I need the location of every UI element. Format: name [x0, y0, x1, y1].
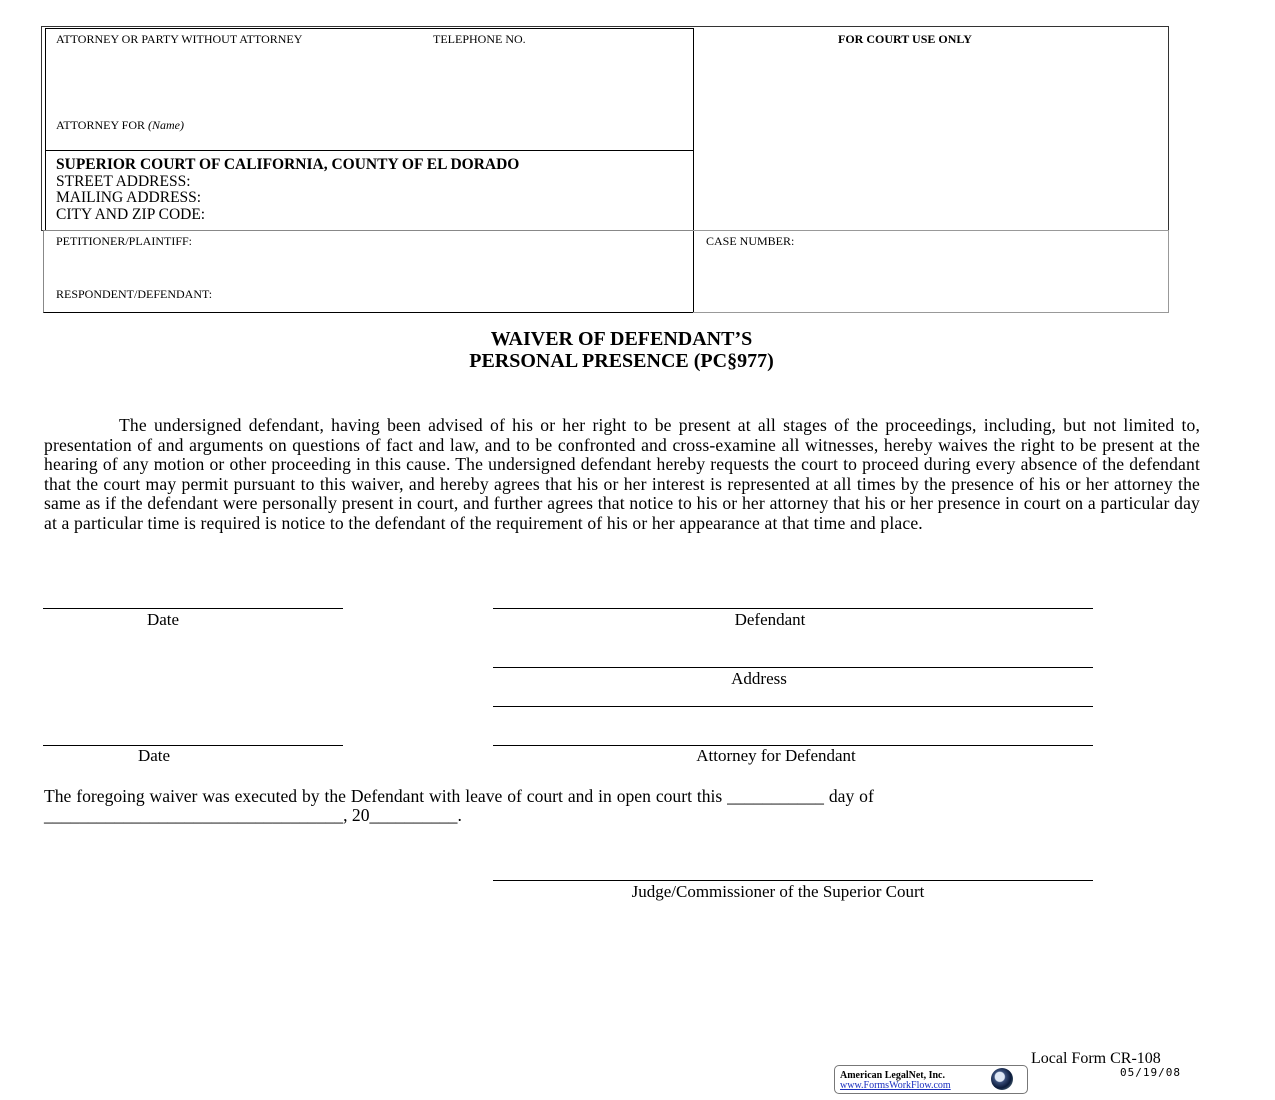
address-line-2[interactable] — [493, 706, 1093, 707]
form-title-line1: WAIVER OF DEFENDANT’S — [490, 328, 753, 350]
form-number: Local Form CR-108 — [1031, 1050, 1161, 1067]
case-number-label: CASE NUMBER: — [706, 234, 795, 248]
petitioner-label: PETITIONER/PLAINTIFF: — [56, 234, 192, 248]
attorney-label: Attorney for Defendant — [696, 746, 856, 765]
date-label-1: Date — [146, 610, 180, 629]
form-title-line2: PERSONAL PRESENCE (PC§977) — [469, 350, 774, 372]
telephone-label: TELEPHONE NO. — [433, 32, 526, 46]
respondent-label: RESPONDENT/DEFENDANT: — [56, 287, 213, 301]
logo-url-link[interactable]: www.FormsWorkFlow.com — [840, 1080, 951, 1091]
logo-company: American LegalNet, Inc. — [840, 1070, 945, 1081]
waiver-body-text: The undersigned defendant, having been advised of his or her right to be present at all stages of the proceedings, including, but not limited to, presentation of and arguments on questions of fact and law, and to be confronted and cross-examine all witnesses, hereby waives the right to be present at the hearing of any motion or other proceeding in this cause. The undersigned defendant hereby requests the court to proceed during every absence of the defendant that the court may permit pursuant to this waiver, and hereby agrees that his or her interest is represented at all times by the presence of his or her attorney the same as if the defendant were personally present in court, and further agrees that notice to his or her attorney that his or her presence in court on a particular day at a particular time is required is notice to the defendant of the requirement of his or her appearance at that time and place. — [44, 415, 1200, 533]
mailing-address-label: MAILING ADDRESS: — [56, 189, 202, 206]
date-signature-line-1[interactable] — [43, 608, 343, 609]
judge-label: Judge/Commissioner of the Superior Court — [631, 882, 925, 901]
american-legalnet-logo[interactable] — [834, 1065, 1028, 1094]
court-info — [56, 157, 519, 223]
attorney-for-name-hint: (Name) — [148, 118, 185, 132]
street-address-label: STREET ADDRESS: — [56, 172, 191, 190]
address-line-1[interactable] — [493, 667, 1093, 668]
defendant-label: Defendant — [734, 610, 806, 629]
defendant-signature-line[interactable] — [493, 608, 1093, 609]
globe-icon — [991, 1068, 1013, 1090]
city-zip-label: CITY AND ZIP CODE: — [56, 205, 206, 223]
judge-signature-line[interactable] — [493, 880, 1093, 881]
attorney-for-label — [56, 118, 184, 133]
execution-line-2: __________________________________, 20__________. — [44, 805, 462, 825]
attorney-label: ATTORNEY OR PARTY WITHOUT ATTORNEY — [56, 32, 303, 46]
court-name: SUPERIOR COURT OF CALIFORNIA, COUNTY OF EL DORADO — [56, 156, 520, 173]
attorney-for-text: ATTORNEY FOR — [56, 118, 146, 132]
court-use-label: FOR COURT USE ONLY — [838, 32, 972, 46]
form-date: 05/19/08 — [1120, 1066, 1181, 1079]
execution-line-1: The foregoing waiver was executed by the Defendant with leave of court and in open court this ___________ day of — [44, 786, 874, 806]
date-label-2: Date — [137, 746, 171, 765]
address-label: Address — [731, 669, 787, 688]
